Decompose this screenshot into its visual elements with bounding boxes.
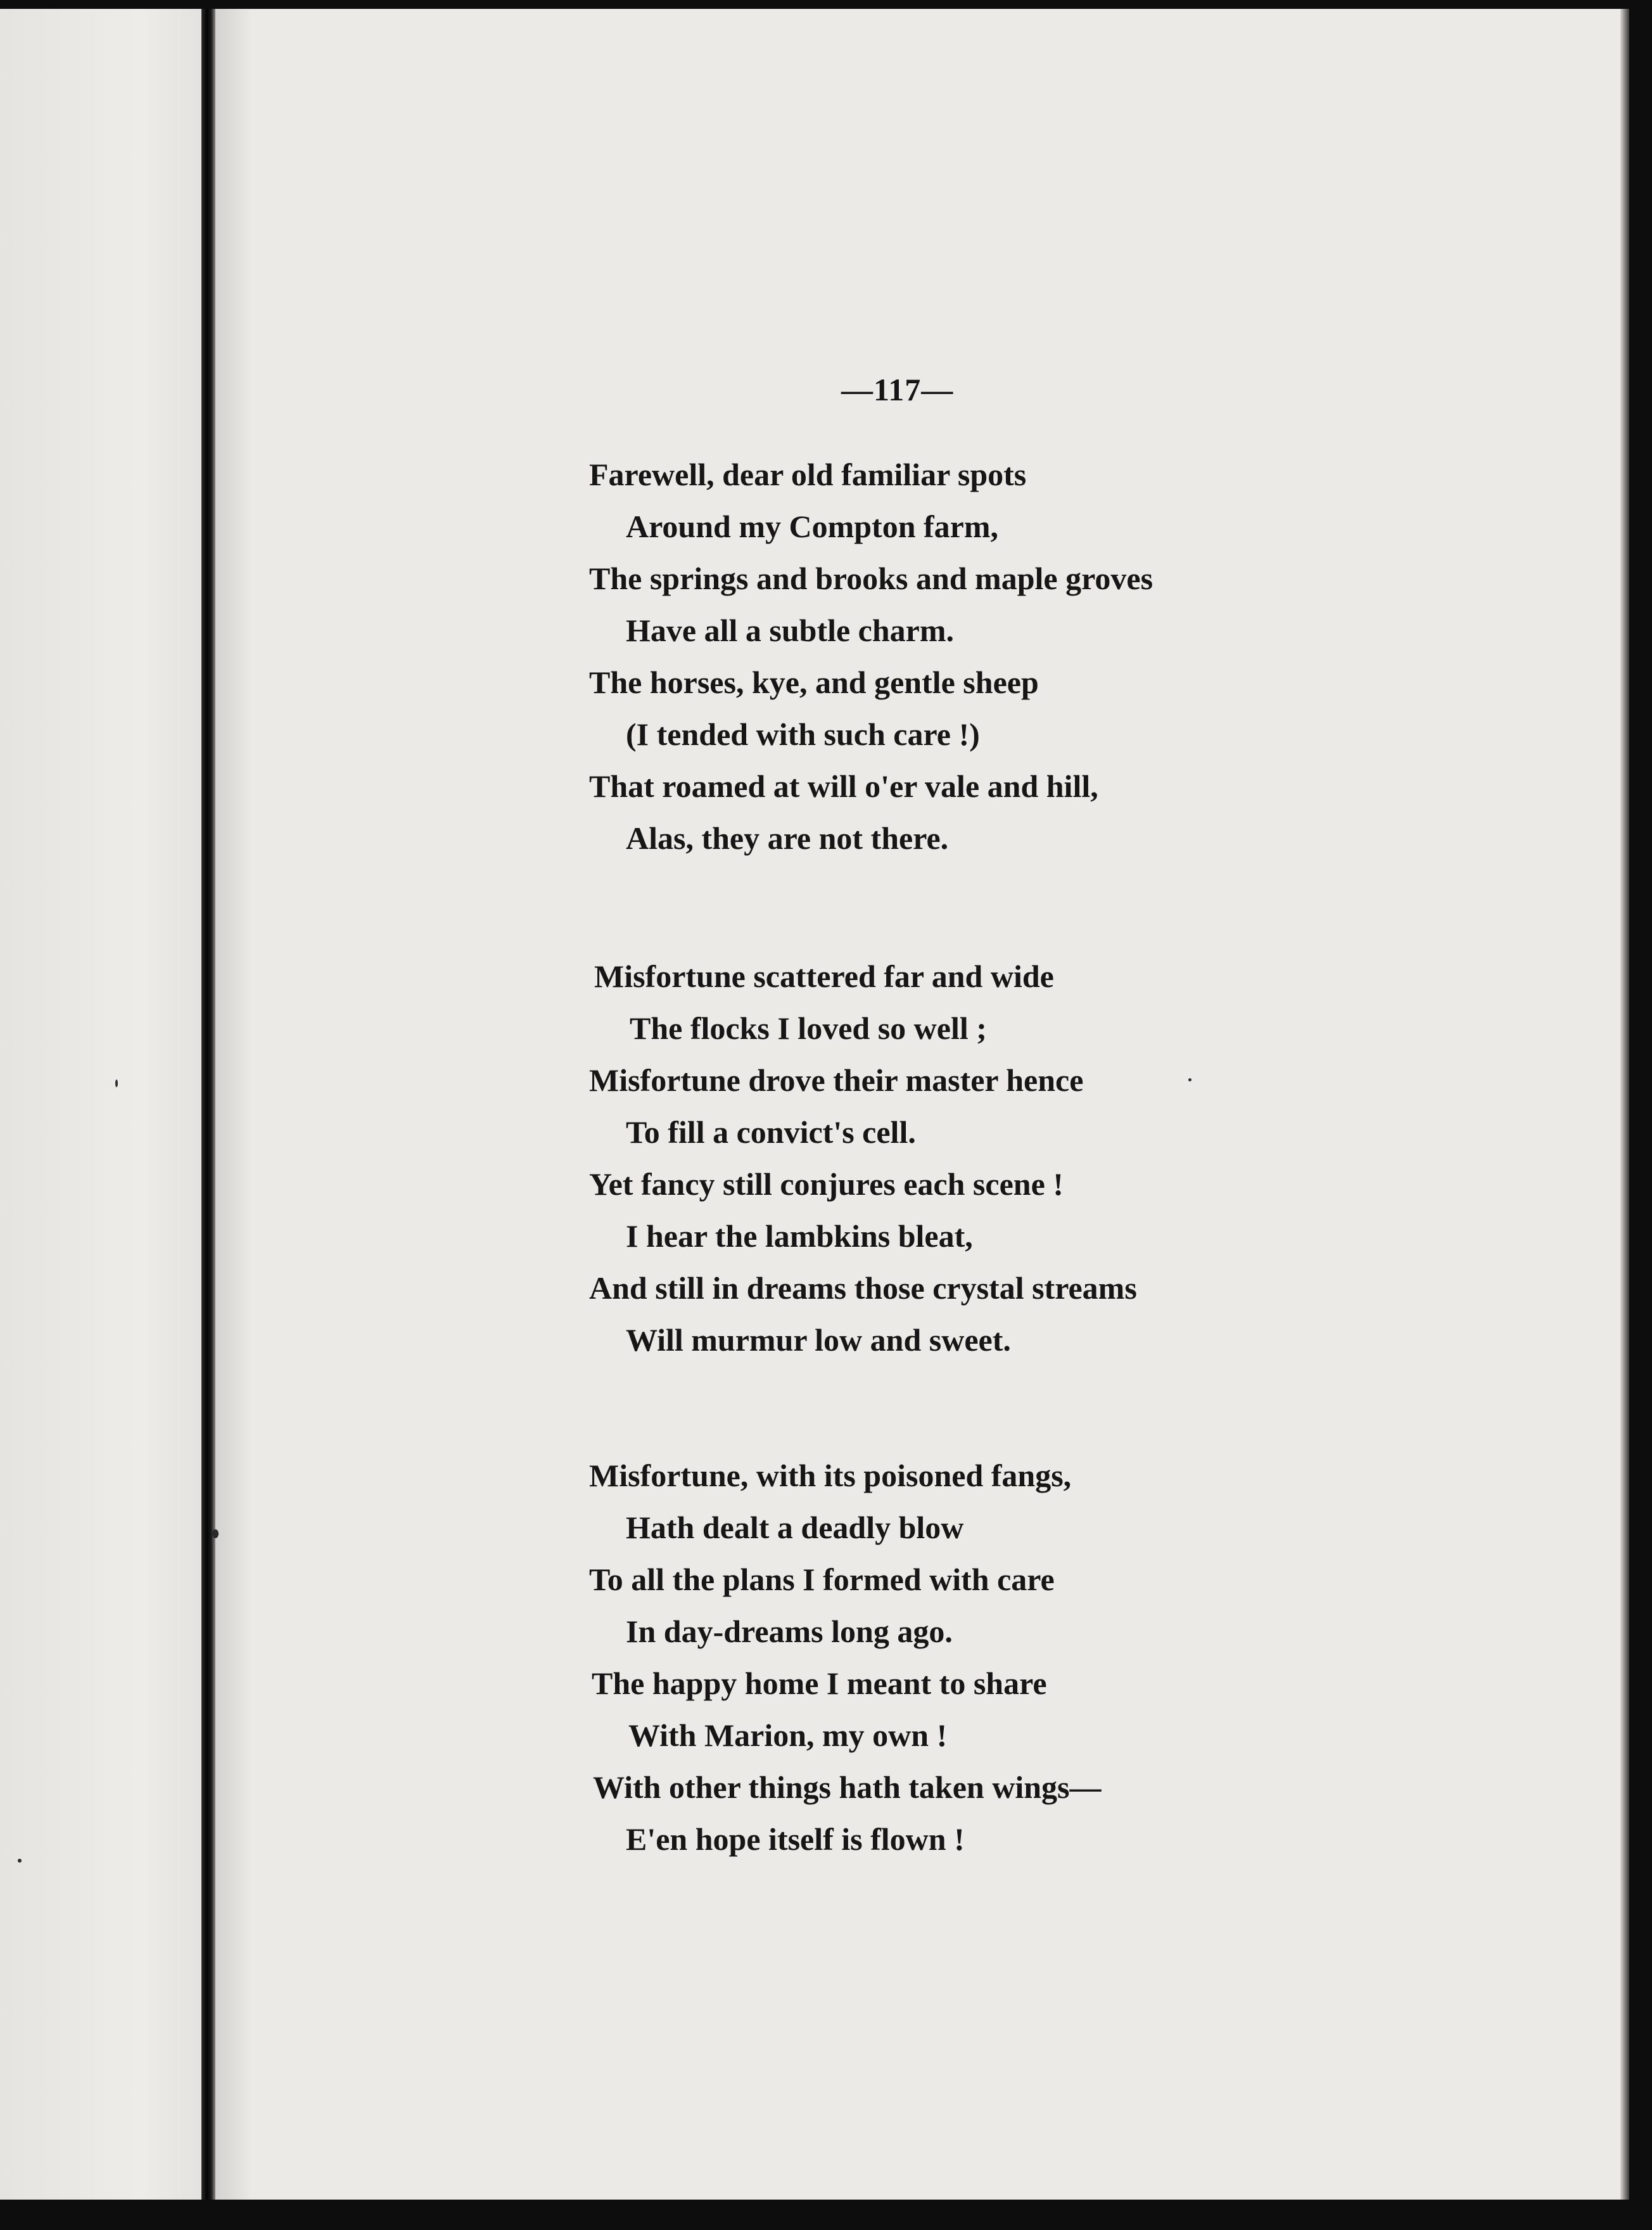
scan-speck [115, 1080, 118, 1087]
poem-line: Around my Compton farm, [626, 509, 998, 544]
poem-line: Misfortune, with its poisoned fangs, [589, 1458, 1072, 1493]
page-number: —117— [841, 372, 954, 407]
poem-line: Have all a subtle charm. [626, 613, 955, 648]
poem-line: To all the plans I formed with care [589, 1562, 1055, 1597]
poem-line: Farewell, dear old familiar spots [589, 457, 1027, 492]
poem-line: To fill a convict's cell. [626, 1114, 916, 1150]
poem-line: The horses, kye, and gentle sheep [589, 665, 1039, 700]
scan-speck [18, 1859, 22, 1863]
scan-speck [1188, 1078, 1191, 1081]
poem-line: In day-dreams long ago. [626, 1614, 953, 1649]
poem-line: (I tended with such care !) [626, 717, 980, 752]
poem-line: Will murmur low and sweet. [626, 1322, 1011, 1358]
facing-page-edge [0, 9, 201, 2200]
page-right-edge [1620, 9, 1629, 2200]
binding-gutter [201, 9, 215, 2200]
scanned-page [0, 9, 1629, 2200]
poem-line: Misfortune drove their master hence [589, 1062, 1084, 1098]
poem-line: I hear the lambkins bleat, [626, 1218, 973, 1254]
poem-line: That roamed at will o'er vale and hill, [589, 768, 1098, 804]
poem-line: Yet fancy still conjures each scene ! [589, 1166, 1064, 1202]
poem-line: The springs and brooks and maple groves [589, 561, 1153, 596]
poem-line: Hath dealt a deadly blow [626, 1510, 964, 1545]
scan-speck [212, 1529, 219, 1538]
poem-line: Misfortune scattered far and wide [594, 959, 1054, 994]
poem-line: Alas, they are not there. [626, 820, 949, 856]
poem-line: The flocks I loved so well ; [630, 1010, 987, 1046]
poem-line: E'en hope itself is flown ! [626, 1821, 965, 1857]
poem-line: And still in dreams those crystal streams [589, 1270, 1137, 1306]
poem-line: The happy home I meant to share [592, 1666, 1047, 1701]
poem-line: With other things hath taken wings— [593, 1769, 1102, 1805]
gutter-shadow [215, 9, 253, 2200]
poem-line: With Marion, my own ! [628, 1717, 948, 1753]
